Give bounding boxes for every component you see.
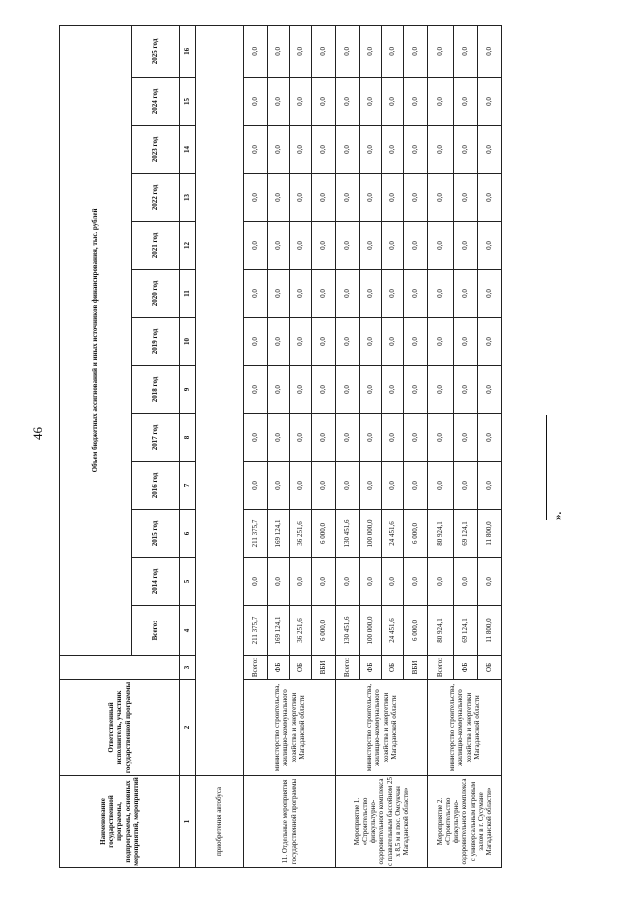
year-value-cell: 0,0 <box>336 25 360 77</box>
year-value-cell: 0,0 <box>336 222 360 270</box>
year-value-cell: 0,0 <box>454 222 478 270</box>
year-value-cell: 11 800,0 <box>478 510 502 558</box>
column-number: 1 <box>180 776 196 868</box>
year-value-cell: 0,0 <box>404 174 428 222</box>
year-value-cell: 36 251,6 <box>290 510 312 558</box>
year-value-cell: 0,0 <box>478 462 502 510</box>
year-value-cell: 0,0 <box>478 558 502 606</box>
header-year: 2014 год <box>132 558 180 606</box>
year-value-cell: 0,0 <box>336 366 360 414</box>
year-value-cell: 0,0 <box>268 414 290 462</box>
year-value-cell: 0,0 <box>244 462 268 510</box>
year-value-cell: 0,0 <box>312 174 336 222</box>
year-value-cell: 0,0 <box>360 174 382 222</box>
year-value-cell: 0,0 <box>454 558 478 606</box>
year-value-cell: 0,0 <box>312 78 336 126</box>
year-value-cell: 6 000,0 <box>312 510 336 558</box>
column-number: 6 <box>180 510 196 558</box>
year-value-cell: 0,0 <box>268 222 290 270</box>
year-value-cell: 0,0 <box>290 174 312 222</box>
header-year: 2025 год <box>132 25 180 77</box>
executor-cell: министерство строительства, жилищно-коммунального хозяйства и энергетики Магаданской области <box>244 680 336 776</box>
year-value-cell: 0,0 <box>454 174 478 222</box>
year-value-cell: 0,0 <box>290 558 312 606</box>
year-value-cell: 0,0 <box>428 25 454 77</box>
year-value-cell: 0,0 <box>360 222 382 270</box>
year-value-cell: 0,0 <box>244 25 268 77</box>
column-number: 12 <box>180 222 196 270</box>
year-value-cell: 0,0 <box>428 222 454 270</box>
year-value-cell: 0,0 <box>404 414 428 462</box>
table-row <box>336 25 360 867</box>
year-value-cell: 0,0 <box>360 270 382 318</box>
year-value-cell: 0,0 <box>478 270 502 318</box>
year-value-cell: 0,0 <box>478 78 502 126</box>
header-source <box>60 656 180 680</box>
year-value-cell: 169 124,1 <box>268 510 290 558</box>
year-value-cell: 0,0 <box>290 366 312 414</box>
year-value-cell: 0,0 <box>312 462 336 510</box>
continuation-filler <box>196 25 244 775</box>
column-number: 3 <box>180 656 196 680</box>
year-value-cell: 0,0 <box>336 318 360 366</box>
year-value-cell: 69 124,1 <box>454 510 478 558</box>
year-value-cell: 0,0 <box>244 174 268 222</box>
budget-table-wrapper <box>59 26 494 868</box>
header-executor: Ответственный исполнитель, участник государственной программы <box>60 680 180 776</box>
year-value-cell: 0,0 <box>382 78 404 126</box>
header-year: 2023 год <box>132 126 180 174</box>
year-value-cell: 0,0 <box>404 126 428 174</box>
column-number: 5 <box>180 558 196 606</box>
year-value-cell: 0,0 <box>478 414 502 462</box>
year-value-cell: 0,0 <box>478 174 502 222</box>
year-value-cell: 0,0 <box>244 270 268 318</box>
year-value-cell: 0,0 <box>428 126 454 174</box>
year-value-cell: 6 000,0 <box>404 510 428 558</box>
total-cell: 6 000,0 <box>404 606 428 656</box>
column-number: 4 <box>180 606 196 656</box>
year-value-cell: 211 375,7 <box>244 510 268 558</box>
year-value-cell: 0,0 <box>382 270 404 318</box>
header-year: 2019 год <box>132 318 180 366</box>
year-value-cell: 0,0 <box>382 462 404 510</box>
year-value-cell: 0,0 <box>404 558 428 606</box>
year-value-cell: 0,0 <box>428 174 454 222</box>
year-value-cell: 0,0 <box>268 126 290 174</box>
source-cell: Всего: <box>428 656 454 680</box>
header-year: 2015 год <box>132 510 180 558</box>
year-value-cell: 0,0 <box>312 222 336 270</box>
year-value-cell: 0,0 <box>454 25 478 77</box>
year-value-cell: 0,0 <box>268 366 290 414</box>
total-cell: 211 375,7 <box>244 606 268 656</box>
column-number: 14 <box>180 126 196 174</box>
year-value-cell: 0,0 <box>360 78 382 126</box>
year-value-cell: 0,0 <box>382 414 404 462</box>
total-cell: 100 000,0 <box>360 606 382 656</box>
year-value-cell: 0,0 <box>454 414 478 462</box>
column-number: 7 <box>180 462 196 510</box>
year-value-cell: 0,0 <box>336 78 360 126</box>
column-number: 8 <box>180 414 196 462</box>
year-value-cell: 0,0 <box>312 25 336 77</box>
year-value-cell: 80 924,1 <box>428 510 454 558</box>
year-value-cell: 0,0 <box>360 126 382 174</box>
year-value-cell: 0,0 <box>244 318 268 366</box>
year-value-cell: 0,0 <box>360 318 382 366</box>
header-year: 2022 год <box>132 174 180 222</box>
year-value-cell: 0,0 <box>290 25 312 77</box>
year-value-cell: 0,0 <box>312 270 336 318</box>
source-cell: ВБИ <box>312 656 336 680</box>
year-value-cell: 0,0 <box>360 25 382 77</box>
year-value-cell: 0,0 <box>428 318 454 366</box>
year-value-cell: 0,0 <box>382 318 404 366</box>
source-cell: ОБ <box>382 656 404 680</box>
year-value-cell: 0,0 <box>244 414 268 462</box>
source-cell: ОБ <box>290 656 312 680</box>
total-cell: 11 800,0 <box>478 606 502 656</box>
year-value-cell: 0,0 <box>312 414 336 462</box>
header-total: Всего: <box>132 606 180 656</box>
total-cell: 80 924,1 <box>428 606 454 656</box>
year-value-cell: 0,0 <box>428 366 454 414</box>
year-value-cell: 0,0 <box>404 78 428 126</box>
year-value-cell: 0,0 <box>360 366 382 414</box>
year-value-cell: 0,0 <box>290 270 312 318</box>
year-value-cell: 0,0 <box>382 222 404 270</box>
year-value-cell: 0,0 <box>290 222 312 270</box>
year-value-cell: 0,0 <box>478 222 502 270</box>
year-value-cell: 0,0 <box>268 558 290 606</box>
year-value-cell: 0,0 <box>454 318 478 366</box>
year-value-cell: 0,0 <box>428 414 454 462</box>
year-value-cell: 130 451,6 <box>336 510 360 558</box>
header-program-name: Наименование государственной программы, подпрограммы, основных мероприятий, мероприятий <box>60 776 180 868</box>
table-row <box>428 25 454 867</box>
year-value-cell: 0,0 <box>360 462 382 510</box>
year-value-cell: 0,0 <box>360 558 382 606</box>
source-cell: ОБ <box>478 656 502 680</box>
year-value-cell: 0,0 <box>268 25 290 77</box>
header-year: 2020 год <box>132 270 180 318</box>
year-value-cell: 0,0 <box>382 126 404 174</box>
total-cell: 69 124,1 <box>454 606 478 656</box>
year-value-cell: 0,0 <box>428 270 454 318</box>
program-name-cell: 11. Отдельные мероприятия государственной программы <box>244 776 336 868</box>
year-value-cell: 0,0 <box>404 366 428 414</box>
page-number: 46 <box>30 427 45 440</box>
year-value-cell: 0,0 <box>382 558 404 606</box>
year-value-cell: 0,0 <box>290 462 312 510</box>
source-cell: Всего: <box>244 656 268 680</box>
table-row <box>244 25 268 867</box>
year-value-cell: 0,0 <box>404 318 428 366</box>
source-cell: ФБ <box>268 656 290 680</box>
column-number: 2 <box>180 680 196 776</box>
source-cell: ВБИ <box>404 656 428 680</box>
year-value-cell: 0,0 <box>454 462 478 510</box>
year-value-cell: 0,0 <box>454 126 478 174</box>
year-value-cell: 0,0 <box>312 126 336 174</box>
source-cell: Всего: <box>336 656 360 680</box>
year-value-cell: 0,0 <box>454 366 478 414</box>
year-value-cell: 0,0 <box>478 318 502 366</box>
year-value-cell: 0,0 <box>244 558 268 606</box>
header-year: 2024 год <box>132 78 180 126</box>
year-value-cell: 0,0 <box>268 78 290 126</box>
year-value-cell: 0,0 <box>312 318 336 366</box>
program-name-cell: Мероприятие 2. «Строительство физкультурно-оздоровительного комплекса с универсальным игровым залом в г. Сусумане Магаданской области» <box>428 776 502 868</box>
year-value-cell: 100 000,0 <box>360 510 382 558</box>
year-value-cell: 0,0 <box>244 78 268 126</box>
year-value-cell: 0,0 <box>244 222 268 270</box>
year-value-cell: 0,0 <box>454 78 478 126</box>
source-cell: ФБ <box>454 656 478 680</box>
header-year: 2016 год <box>132 462 180 510</box>
executor-cell: министерство строительства, жилищно-коммунального хозяйства и энергетики Магаданской области <box>428 680 502 776</box>
year-value-cell: 0,0 <box>336 558 360 606</box>
year-value-cell: 0,0 <box>268 318 290 366</box>
year-value-cell: 0,0 <box>454 270 478 318</box>
total-cell: 36 251,6 <box>290 606 312 656</box>
header-year: 2018 год <box>132 366 180 414</box>
year-value-cell: 24 451,6 <box>382 510 404 558</box>
source-cell: ФБ <box>360 656 382 680</box>
budget-table <box>59 25 502 868</box>
program-name-cell: Мероприятие 1. «Строительство физкультурно-оздоровительного комплекса с плавательным бассейном 25 х 8,5 м в пос. Омсукчан Магаданской области» <box>336 776 428 868</box>
total-cell: 6 000,0 <box>312 606 336 656</box>
year-value-cell: 0,0 <box>336 462 360 510</box>
column-number: 9 <box>180 366 196 414</box>
year-value-cell: 0,0 <box>478 366 502 414</box>
year-value-cell: 0,0 <box>290 414 312 462</box>
header-financing-group: Объем бюджетных ассигнований и иных источников финансирования, тыс. рублей <box>60 25 132 655</box>
closing-text: ». <box>552 511 564 520</box>
year-value-cell: 0,0 <box>428 78 454 126</box>
year-value-cell: 0,0 <box>382 366 404 414</box>
year-value-cell: 0,0 <box>382 25 404 77</box>
year-value-cell: 0,0 <box>290 318 312 366</box>
total-cell: 24 451,6 <box>382 606 404 656</box>
year-value-cell: 0,0 <box>478 25 502 77</box>
closing-mark <box>540 412 564 520</box>
year-value-cell: 0,0 <box>268 174 290 222</box>
header-year: 2017 год <box>132 414 180 462</box>
year-value-cell: 0,0 <box>290 78 312 126</box>
year-value-cell: 0,0 <box>478 126 502 174</box>
closing-rule <box>546 415 547 520</box>
column-number: 13 <box>180 174 196 222</box>
year-value-cell: 0,0 <box>360 414 382 462</box>
column-number: 15 <box>180 78 196 126</box>
year-value-cell: 0,0 <box>336 174 360 222</box>
year-value-cell: 0,0 <box>290 126 312 174</box>
executor-cell: министерство строительства, жилищно-коммунального хозяйства и энергетики Магаданской области <box>336 680 428 776</box>
column-number: 10 <box>180 318 196 366</box>
year-value-cell: 0,0 <box>428 462 454 510</box>
year-value-cell: 0,0 <box>404 222 428 270</box>
column-number: 11 <box>180 270 196 318</box>
year-value-cell: 0,0 <box>244 366 268 414</box>
year-value-cell: 0,0 <box>428 558 454 606</box>
year-value-cell: 0,0 <box>382 174 404 222</box>
total-cell: 130 451,6 <box>336 606 360 656</box>
header-year: 2021 год <box>132 222 180 270</box>
year-value-cell: 0,0 <box>404 270 428 318</box>
continuation-name: приобретения автобуса <box>196 776 244 868</box>
year-value-cell: 0,0 <box>312 366 336 414</box>
year-value-cell: 0,0 <box>336 414 360 462</box>
column-number: 16 <box>180 25 196 77</box>
year-value-cell: 0,0 <box>268 462 290 510</box>
year-value-cell: 0,0 <box>336 126 360 174</box>
year-value-cell: 0,0 <box>404 462 428 510</box>
year-value-cell: 0,0 <box>244 126 268 174</box>
year-value-cell: 0,0 <box>268 270 290 318</box>
total-cell: 169 124,1 <box>268 606 290 656</box>
year-value-cell: 0,0 <box>312 558 336 606</box>
year-value-cell: 0,0 <box>336 270 360 318</box>
year-value-cell: 0,0 <box>404 25 428 77</box>
